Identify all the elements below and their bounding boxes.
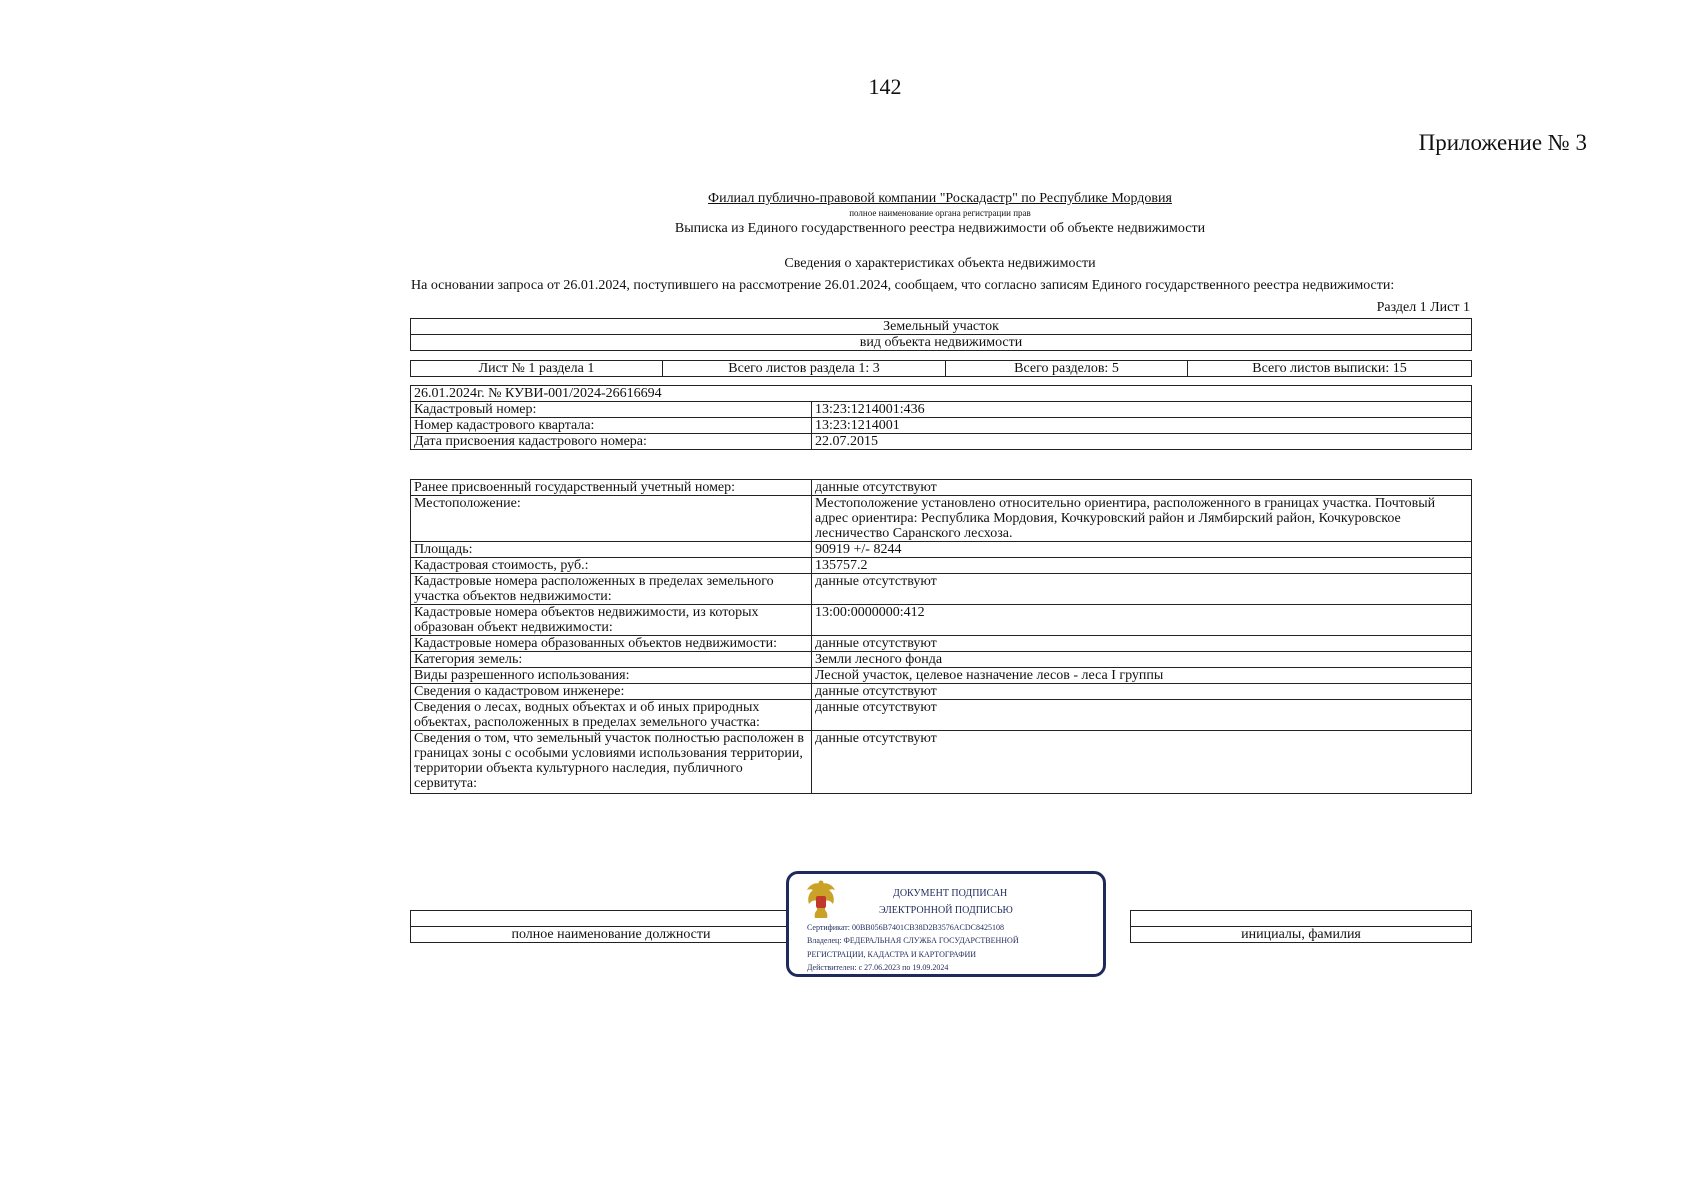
cadastral-quarter: 13:23:1214001 [812, 418, 1472, 434]
basic-info-table [410, 385, 1472, 450]
field-value: данные отсутствуют [812, 636, 1472, 652]
sheets-table [410, 360, 1472, 377]
section-sheets-total: Всего листов раздела 1: 3 [663, 361, 946, 377]
field-label: Сведения о том, что земельный участок полностью расположен в границах зоны с особыми условиями использования территории, территории объекта культурного наследия, публичного сервитута: [411, 731, 812, 794]
characteristics-table [410, 479, 1472, 794]
sections-total: Всего разделов: 5 [946, 361, 1188, 377]
field-label: Виды разрешенного использования: [411, 668, 812, 684]
stamp-owner: Владелец: ФЕДЕРАЛЬНАЯ СЛУЖБА ГОСУДАРСТВЕННОЙ [807, 936, 1019, 945]
field-value: Лесной участок, целевое назначение лесов - леса I группы [812, 668, 1472, 684]
table-row [411, 636, 1472, 652]
extract-title: Выписка из Единого государственного реестра недвижимости об объекте недвижимости [674, 221, 1206, 236]
field-label: Номер кадастрового квартала: [411, 418, 812, 434]
object-type-value: Земельный участок [411, 319, 1472, 335]
record-number: 26.01.2024г. № КУВИ-001/2024-26616694 [411, 386, 1472, 402]
field-value: данные отсутствуют [812, 700, 1472, 731]
name-caption: инициалы, фамилия [1131, 927, 1472, 943]
info-title: Сведения о характеристиках объекта недвижимости [784, 256, 1096, 271]
cadastral-number: 13:23:1214001:436 [812, 402, 1472, 418]
table-row [411, 496, 1472, 542]
field-value: данные отсутствуют [812, 574, 1472, 605]
field-label: Сведения о лесах, водных объектах и об иных природных объектах, расположенных в пределах земельного участка: [411, 700, 812, 731]
stamp-line2: ЭЛЕКТРОННОЙ ПОДПИСЬЮ [879, 905, 1013, 916]
section-sheet-label: Раздел 1 Лист 1 [1376, 300, 1470, 315]
stamp-certificate: Сертификат: 00BB056B7401CB38D2B3576ACDC8425108 [807, 923, 1004, 932]
field-label: Кадастровая стоимость, руб.: [411, 558, 812, 574]
electronic-signature-stamp [786, 871, 1106, 977]
organization-note: полное наименование органа регистрации прав [849, 208, 1031, 218]
stamp-validity: Действителен: с 27.06.2023 по 19.09.2024 [807, 963, 949, 972]
table-row [411, 480, 1472, 496]
field-value: Местоположение установлено относительно ориентира, расположенного в границах участка. Почтовый адрес ориентира: Республика Мордовия, Кочкуровский район и Лямбирский район, Кочкуровское лесничество Саранского лесхоза. [812, 496, 1472, 542]
field-label: Кадастровые номера объектов недвижимости, из которых образован объект недвижимости: [411, 605, 812, 636]
table-row [411, 542, 1472, 558]
stamp-owner-continued: РЕГИСТРАЦИИ, КАДАСТРА И КАРТОГРАФИИ [807, 950, 977, 959]
table-row [411, 558, 1472, 574]
table-row [411, 668, 1472, 684]
field-label: Кадастровый номер: [411, 402, 812, 418]
field-value: данные отсутствуют [812, 684, 1472, 700]
field-label: Кадастровые номера расположенных в пределах земельного участка объектов недвижимости: [411, 574, 812, 605]
position-field [411, 911, 812, 927]
field-label: Кадастровые номера образованных объектов недвижимости: [411, 636, 812, 652]
table-row [411, 731, 1472, 794]
organization-name: Филиал публично-правовой компании "Роскадастр" по Республике Мордовия [708, 191, 1172, 206]
field-label: Местоположение: [411, 496, 812, 542]
position-caption: полное наименование должности [411, 927, 812, 943]
field-value: данные отсутствуют [812, 480, 1472, 496]
table-row [411, 605, 1472, 636]
field-value: 135757.2 [812, 558, 1472, 574]
stamp-line1: ДОКУМЕНТ ПОДПИСАН [893, 888, 1008, 899]
table-row [411, 652, 1472, 668]
name-field [1131, 911, 1472, 927]
field-value: данные отсутствуют [812, 731, 1472, 794]
sheet-number: Лист № 1 раздела 1 [411, 361, 663, 377]
field-value: 90919 +/- 8244 [812, 542, 1472, 558]
field-label: Сведения о кадастровом инженере: [411, 684, 812, 700]
object-type-caption: вид объекта недвижимости [411, 335, 1472, 351]
field-value: 13:00:0000000:412 [812, 605, 1472, 636]
field-label: Категория земель: [411, 652, 812, 668]
table-row [411, 700, 1472, 731]
intro-text: На основании запроса от 26.01.2024, поступившего на рассмотрение 26.01.2024, сообщаем, что согласно записям Единого государственного реестра недвижимости: [411, 278, 1395, 293]
page-number: 142 [868, 74, 902, 99]
object-type-table [410, 318, 1472, 351]
field-value: Земли лесного фонда [812, 652, 1472, 668]
table-row [411, 684, 1472, 700]
assignment-date: 22.07.2015 [812, 434, 1472, 450]
field-label: Дата присвоения кадастрового номера: [411, 434, 812, 450]
field-label: Площадь: [411, 542, 812, 558]
field-label: Ранее присвоенный государственный учетный номер: [411, 480, 812, 496]
table-row [411, 574, 1472, 605]
extract-sheets-total: Всего листов выписки: 15 [1188, 361, 1472, 377]
appendix-label: Приложение № 3 [1418, 130, 1587, 155]
coat-of-arms-icon [803, 880, 839, 920]
